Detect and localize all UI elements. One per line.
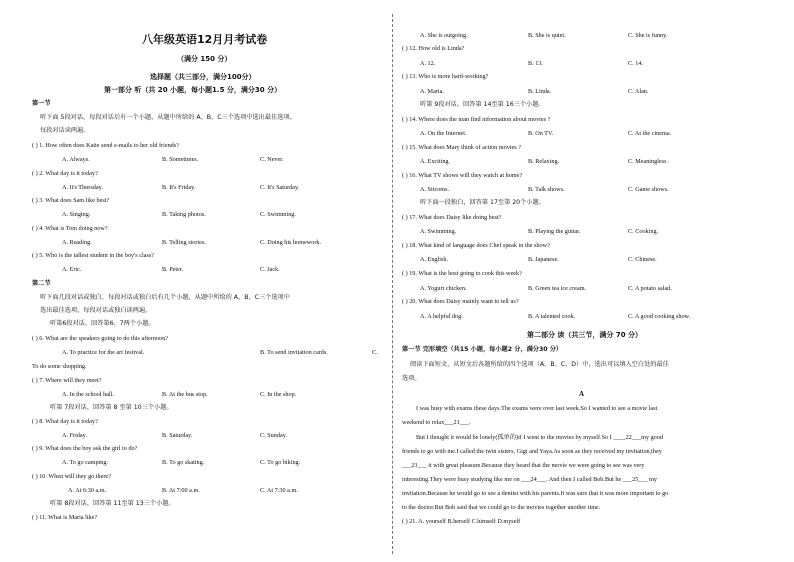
q5-option-c[interactable]: C. Jack.: [260, 266, 280, 273]
passage-line-5: ___23___ it with great pleasure.Because they heard that the movie we were going to see was very: [402, 462, 645, 469]
q14-option-a[interactable]: A. On the Internet.: [420, 130, 467, 137]
q6-option-c-text: To do some shopping.: [32, 363, 87, 370]
q1-option-a[interactable]: A. Always.: [62, 156, 90, 163]
question-21: ( ) 21. A. yourself B.herself C.himself D.myself: [402, 518, 521, 525]
dialogue7-intro: 听第 7段对话，回答第 8 至第 10三个小题。: [50, 404, 173, 411]
q11-option-c[interactable]: C. She is funny.: [628, 32, 668, 39]
q12-option-c[interactable]: C. 14.: [628, 60, 643, 67]
q19-option-b[interactable]: B. Green tea ice cream.: [528, 285, 587, 292]
part2-header: 第二部分 读（共三节，满分 70 分）: [527, 331, 643, 339]
q11-option-a[interactable]: A. She is outgoing.: [420, 32, 468, 39]
q13-option-a[interactable]: A. Maria.: [420, 88, 444, 95]
question-3: ( ) 3. What does Sam like best?: [32, 197, 110, 204]
q3-option-c[interactable]: C. Swimming.: [260, 211, 296, 218]
question-1: ( ) 1. How often does Katie send e-mails to her old friends?: [32, 142, 179, 149]
q6-option-b[interactable]: B. To send invitation cards.: [260, 349, 328, 356]
passage-line-3: But I thought it would be lonely(孤单的)if I went to the movies by myself.So I ____22___my good: [416, 434, 663, 441]
question-17: ( ) 17. What does Daisy like doing best?: [402, 214, 502, 221]
q14-option-c[interactable]: C. At the cinema.: [628, 130, 672, 137]
q4-option-c[interactable]: C. Doing his homework.: [260, 239, 322, 246]
passage-label: A: [579, 390, 585, 398]
dialogue9-intro: 听第 9段对话，回答第 14至第 16三个小题。: [420, 101, 545, 108]
question-18: ( ) 18. What kind of language does Chef speak in the show?: [402, 242, 550, 249]
question-11: ( ) 11. What is Maria like?: [32, 514, 98, 521]
q20-option-c[interactable]: C. A good cooking show.: [628, 313, 691, 320]
q13-option-b[interactable]: B. Linda.: [528, 88, 552, 95]
column-divider: [392, 14, 393, 554]
q10-option-c[interactable]: C. At 7:30 a.m.: [260, 487, 298, 494]
q6-option-c[interactable]: C.: [372, 349, 378, 356]
q8-option-a[interactable]: A. Friday.: [62, 432, 87, 439]
exam-title: 八年级英语12月月考试卷: [142, 33, 268, 46]
question-8: ( ) 8. What day is it today?: [32, 418, 98, 425]
q4-option-b[interactable]: B. Telling stories.: [162, 239, 206, 246]
section1-instructions: 听下面 5段对话，每段对话后有一个小题，从题中所给的 A、B、C三个选项中选出最佳选项。: [40, 114, 296, 121]
q16-option-c[interactable]: C. Game shows.: [628, 186, 669, 193]
question-12: ( ) 12. How old is Linda?: [402, 45, 465, 52]
q5-option-a[interactable]: A. Eric.: [62, 266, 82, 273]
q20-option-a[interactable]: A. A helpful dog.: [420, 313, 463, 320]
section1-instructions-2: 每段对话读两遍。: [40, 127, 90, 134]
passage-line-4: friends to go with me.I called the twin sisters, Gigi and Yaya.As soon as they received my invitation,they: [402, 448, 662, 455]
q15-option-a[interactable]: A. Exciting.: [420, 158, 451, 165]
q15-option-c[interactable]: C. Meaningless .: [628, 158, 670, 165]
question-6: ( ) 6. What are the speakers going to do this afternoon?: [32, 335, 168, 342]
q16-option-b[interactable]: B. Talk shows.: [528, 186, 565, 193]
q18-option-a[interactable]: A. English.: [420, 256, 449, 263]
q18-option-b[interactable]: B. Japanese.: [528, 256, 559, 263]
question-13: ( ) 13. Who is more hard-working?: [402, 73, 489, 80]
question-2: ( ) 2. What day is it today?: [32, 170, 98, 177]
q14-option-b[interactable]: B. On TV.: [528, 130, 554, 137]
q9-option-b[interactable]: B. To go skating.: [162, 459, 205, 466]
question-7: ( ) 7. Where will they meet?: [32, 377, 102, 384]
q20-option-b[interactable]: B. A talented cook.: [528, 313, 576, 320]
q15-option-b[interactable]: B. Relaxing.: [528, 158, 560, 165]
q17-option-c[interactable]: C. Cooking.: [628, 228, 659, 235]
q17-option-b[interactable]: B. Playing the guitar.: [528, 228, 581, 235]
q10-option-a[interactable]: A. At 6:30 a.m.: [68, 487, 107, 494]
q5-option-b[interactable]: B. Peter.: [162, 266, 184, 273]
q19-option-a[interactable]: A. Yogurt chicken.: [420, 285, 467, 292]
question-16: ( ) 16. What TV shows will they watch at home?: [402, 172, 523, 179]
q3-option-a[interactable]: A. Singing.: [62, 211, 91, 218]
monologue-intro: 听下面一段独白，回答第 17至第 20个小题。: [420, 199, 545, 206]
q12-option-a[interactable]: A. 12.: [420, 60, 436, 67]
q17-option-a[interactable]: A. Swimming.: [420, 228, 457, 235]
q2-option-c[interactable]: C. It's Saturday.: [260, 184, 300, 191]
question-4: ( ) 4. What is Tom doing now?: [32, 225, 108, 232]
passage-line-8: to the doctor.But Bob said that we could go to the movies together another time.: [402, 504, 601, 511]
q8-option-b[interactable]: B. Saturday.: [162, 432, 193, 439]
q8-option-c[interactable]: C. Sunday.: [260, 432, 287, 439]
q7-option-a[interactable]: A. In the school hall.: [62, 391, 114, 398]
q7-option-c[interactable]: C. In the shop.: [260, 391, 297, 398]
q10-option-b[interactable]: B. At 7:00 a.m.: [162, 487, 200, 494]
q1-option-b[interactable]: B. Sometimes.: [162, 156, 199, 163]
section2-label: 第二节: [32, 280, 51, 287]
q1-option-c[interactable]: C. Never.: [260, 156, 284, 163]
q2-option-a[interactable]: A. It's Thursday.: [62, 184, 103, 191]
question-15: ( ) 15. What does Mary think of action movies ?: [402, 144, 521, 151]
q11-option-b[interactable]: B. She is quiet.: [528, 32, 566, 39]
passage-line-7: invitation.Because he would go to see a dentist with his parents.It was sure that it was more important to go: [402, 490, 669, 497]
cloze-instructions: 阅读下面短文，从短文后各题所给的四个选项（A、B、C、D）中，选出可以填入空白处的最佳: [410, 361, 669, 368]
section2-instructions-2: 选出最佳选项。每段对话或独白读两遍。: [40, 307, 152, 314]
q2-option-b[interactable]: B. It's Friday.: [162, 184, 196, 191]
q12-option-b[interactable]: B. 13.: [528, 60, 543, 67]
question-19: ( ) 19. What is the host going to cook this week?: [402, 270, 522, 277]
q9-option-a[interactable]: A. To go camping.: [62, 459, 109, 466]
question-20: ( ) 20. What does Daisy mainly want to tell us?: [402, 298, 519, 305]
passage-line-6: interesting.They were busy studying like me on ___24___. And then I called Bob.But he ___25___ my: [402, 476, 658, 483]
q7-option-b[interactable]: B. At the bus stop.: [162, 391, 208, 398]
passage-line-2: weekend to relax___21___.: [402, 419, 471, 426]
q6-option-a[interactable]: A. To practice for the art festival.: [62, 349, 145, 356]
q18-option-c[interactable]: C. Chinese.: [628, 256, 657, 263]
section-header: 选择题（共三部分，满分100分）: [150, 73, 256, 81]
cloze-header: 第一节 完形填空（共15 小题，每小题2 分，满分30 分）: [402, 346, 563, 353]
question-9: ( ) 9. What does the boy ask the girl to do?: [32, 445, 138, 452]
section1-label: 第一节: [32, 100, 51, 107]
question-14: ( ) 14. Where does the man find information about movies ?: [402, 116, 551, 123]
q13-option-c[interactable]: C. Alan.: [628, 88, 649, 95]
q16-option-a[interactable]: A. Sitcoms.: [420, 186, 450, 193]
q4-option-a[interactable]: A. Reading.: [62, 239, 92, 246]
q9-option-c[interactable]: C. To go biking.: [260, 459, 301, 466]
q3-option-b[interactable]: B. Taking photos.: [162, 211, 206, 218]
passage-line-1: I was busy with exams these days.The exams were over last week.So I wanted to see a movie last: [416, 405, 658, 412]
section2-instructions: 听下面几段对话或独白，每段对话或独白后有几个小题，从题中所给的 A、B、C三个选项中: [40, 294, 290, 301]
part1-header: 第一部分 听（共 20 小题，每小题1.5 分，满分30 分）: [104, 86, 282, 94]
question-5: ( ) 5. Who is the tallest student in the boy's class?: [32, 252, 154, 259]
full-score: （满分 150 分）: [177, 55, 232, 63]
q19-option-c[interactable]: C. A potato salad.: [628, 285, 672, 292]
dialogue8-intro: 听第 8段对话，回答第 11至第 13三个小题。: [50, 500, 175, 507]
dialogue6-intro: 听第6段对话，回答第6、7两个小题。: [50, 320, 155, 327]
cloze-instructions-2: 选项。: [402, 375, 421, 382]
question-10: ( ) 10. When will they go there?: [32, 473, 111, 480]
